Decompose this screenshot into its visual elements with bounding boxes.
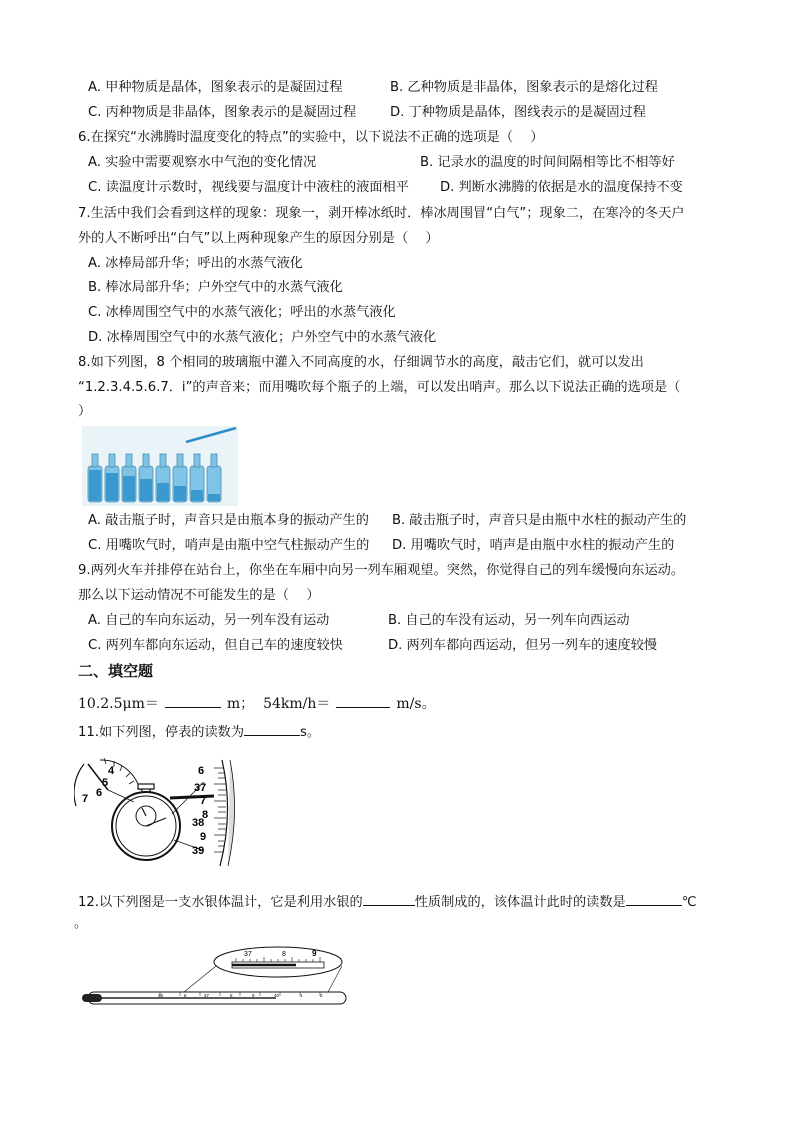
scale-label-37: 37 [194, 782, 207, 794]
q5-option-b: B. 乙种物质是非晶体，图象表示的是熔化过程 [390, 80, 658, 95]
q8-option-c: C. 用嘴吹气时，哨声是由瓶中空气柱振动产生的 [88, 538, 370, 553]
q7-stem-line2: 外的人不断呼出“白气”以上两种现象产生的原因分别是（ ） [78, 231, 439, 246]
q11-line [78, 721, 320, 742]
q8-stem-line1: 8.如下列图，8 个相同的玻璃瓶中灌入不同高度的水，仔细调节水的高度，敲击它们，就可以发出 [78, 355, 644, 370]
q9-option-a: A. 自己的车向东运动，另一列车没有运动 [88, 613, 330, 628]
large-scale-zoom [170, 760, 235, 866]
scale-label-9: 9 [200, 831, 207, 843]
q9-stem-line1: 9.两列火车并排停在站台上，你坐在车厢中向另一列车厢观望。突然，你觉得自己的列车缓慢向东运动。 [78, 563, 685, 578]
glass-bottles-figure [82, 426, 238, 506]
q10-part2: 54km/h＝ [263, 696, 331, 712]
q7-option-c: C. 冰棒周围空气中的水蒸气液化；呼出的水蒸气液化 [88, 305, 396, 320]
thermometer-body [82, 992, 346, 1004]
thermometer-figure [80, 944, 350, 1012]
q11-blank[interactable] [244, 721, 300, 736]
small-dial-label-6: 6 [96, 787, 103, 799]
q8-stem-line3: ） [78, 404, 92, 419]
q10-line [78, 693, 436, 713]
q7-option-b: B. 棒冰局部升华；户外空气中的水蒸气液化 [88, 280, 343, 295]
q11-stem: 11.如下列图，停表的读数为 [78, 725, 245, 740]
scale-label-8: 8 [202, 809, 209, 821]
q9-option-c: C. 两列车都向东运动，但自己车的速度较快 [88, 638, 343, 653]
body-label-35: 35 [158, 993, 164, 998]
q12-mid: 性质制成的，该体温计此时的读数是 [414, 895, 626, 910]
thermometer-zoom [214, 947, 342, 977]
body-label-37: 37 [204, 993, 210, 998]
q6-option-d: D. 判断水沸腾的依据是水的温度保持不变 [440, 180, 683, 195]
scale-label-7: 7 [200, 795, 207, 807]
scale-label-38: 38 [192, 817, 205, 829]
q12-blank-2[interactable] [626, 891, 682, 906]
q8-option-b: B. 敲击瓶子时，声音只是由瓶中水柱的振动产生的 [392, 513, 687, 528]
q10-unit2: m/s。 [396, 696, 436, 712]
body-label-1: 1 [300, 993, 303, 998]
q5-option-c: C. 丙种物质是非晶体，图象表示的是凝固过程 [88, 105, 357, 120]
body-label-2: 2 [320, 993, 323, 998]
section-heading-fill-in: 二、填空题 [78, 662, 154, 680]
q7-option-a: A. 冰棒局部升华；呼出的水蒸气液化 [88, 256, 303, 271]
q5-option-a: A. 甲种物质是晶体，图象表示的是凝固过程 [88, 80, 343, 95]
large-scale-pointer [170, 796, 214, 798]
q7-stem-line1: 7.生活中我们会看到这样的现象：现象一，剥开棒冰纸时．棒冰周围冒“白气”；现象二，在寒冷的冬天户 [78, 206, 685, 221]
q12-stem: 12.以下列图是一支水银体温计，它是利用水银的 [78, 895, 363, 910]
scale-label-39: 39 [192, 845, 205, 857]
q6-option-b: B. 记录水的温度的时间间隔相等比不相等好 [420, 155, 675, 170]
q9-stem-line2: 那么以下运动情况不可能发生的是（ ） [78, 588, 320, 603]
q10-blank-1[interactable] [165, 693, 221, 708]
q6-stem: 6.在探究“水沸腾时温度变化的特点”的实验中，以下说法不正确的选项是（ ） [78, 130, 544, 145]
q10-unit1: m； [226, 696, 255, 712]
q12-line [78, 891, 697, 912]
stopwatch-figure [74, 754, 236, 872]
q12-unit: ℃ [681, 895, 697, 910]
body-label-6: 6 [184, 993, 187, 998]
small-dial-label-4: 4 [108, 765, 115, 777]
q10-number: 10. [78, 696, 101, 712]
q6-option-a: A. 实验中需要观察水中气泡的变化情况 [88, 155, 317, 170]
q11-unit: s。 [300, 725, 321, 740]
small-dial-label-5: 5 [102, 777, 109, 789]
q12-blank-1[interactable] [363, 891, 415, 906]
q9-option-b: B. 自己的车没有运动，另一列车向西运动 [388, 613, 630, 628]
body-label-9: 9 [252, 993, 255, 998]
q8-option-d: D. 用嘴吹气时，哨声是由瓶中水柱的振动产生的 [392, 538, 675, 553]
stopwatch-body [112, 784, 180, 860]
q10-blank-2[interactable] [336, 693, 390, 708]
q7-option-d: D. 冰棒周围空气中的水蒸气液化；户外空气中的水蒸气液化 [88, 330, 437, 345]
q6-option-c: C. 读温度计示数时，视线要与温度计中液柱的液面相平 [88, 180, 409, 195]
mercury-bulb [82, 994, 102, 1002]
body-label-8: 8 [230, 993, 233, 998]
q5-option-d: D. 丁种物质是晶体，图线表示的是凝固过程 [390, 105, 646, 120]
small-dial-label-7: 7 [82, 793, 89, 805]
scale-label-6: 6 [198, 765, 205, 777]
zoom-label-9: 9 [312, 949, 317, 958]
q12-tail: 。 [74, 916, 88, 931]
body-label-40: 40 [274, 993, 280, 998]
zoom-label-37: 37 [244, 951, 252, 958]
q10-part1: 2.5μm＝ [100, 696, 159, 712]
zoom-label-8: 8 [282, 951, 286, 958]
q8-stem-line2: “1.2.3.4.5.6.7．i”的声音来；而用嘴吹每个瓶子的上端，可以发出哨声。那么以下说法正确的选项是（ [78, 380, 681, 395]
q9-option-d: D. 两列车都向西运动，但另一列车的速度较慢 [388, 638, 658, 653]
q8-option-a: A. 敲击瓶子时，声音只是由瓶本身的振动产生的 [88, 513, 369, 528]
